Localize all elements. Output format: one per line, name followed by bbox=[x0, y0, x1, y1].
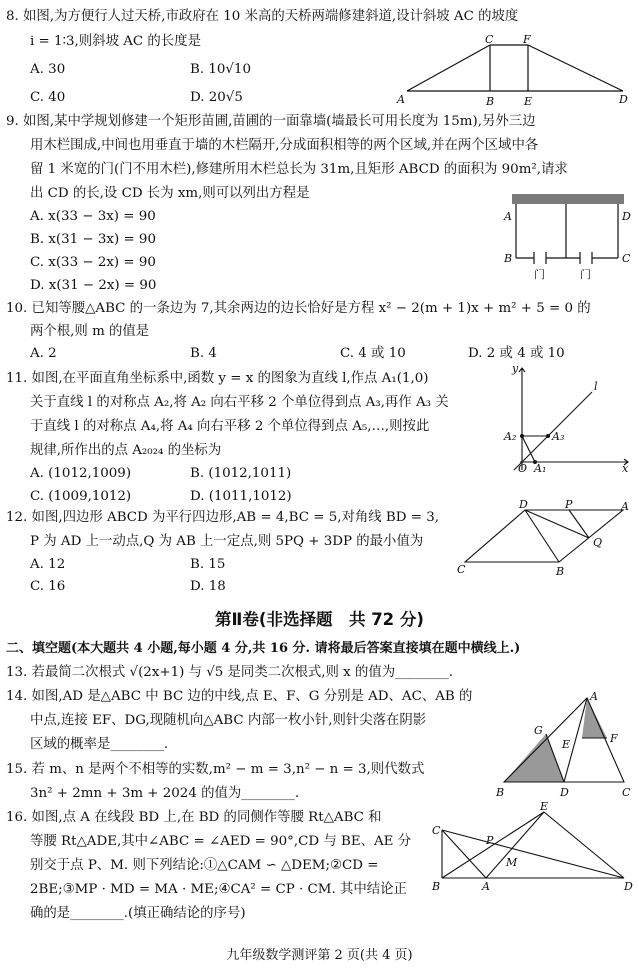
q8-label-f: F bbox=[523, 33, 531, 46]
q16-line4: 2BE;③MP · MD = MA · ME;④CA² = CP · CM. 其中结论正 bbox=[30, 882, 407, 897]
q9-line1: 9. 如图,某中学规划修建一个矩形苗圃,苗圃的一面靠墙(墙最长可用长度为 15m),另外三边 bbox=[6, 114, 536, 129]
q11-label-l: l bbox=[594, 380, 598, 393]
q9-figure-nursery bbox=[500, 192, 635, 280]
q12-option-a: A. 12 bbox=[30, 557, 66, 572]
q9-label-b: B bbox=[504, 252, 513, 265]
q9-wall bbox=[512, 194, 624, 204]
page-footer: 九年级数学测评第 2 页(共 4 页) bbox=[226, 948, 413, 963]
q16-label-b: B bbox=[432, 880, 441, 892]
q11-line4: 规律,所作出的点 A₂₀₂₄ 的坐标为 bbox=[30, 443, 222, 458]
q11-segment-a2a1 bbox=[522, 436, 535, 462]
q12-line2: P 为 AD 上一动点,Q 为 AB 上一定点,则 5PQ + 3DP 的最小值为 bbox=[30, 534, 424, 549]
q12-label-a: A bbox=[621, 500, 629, 513]
q12-option-d: D. 18 bbox=[190, 579, 226, 594]
q11-point-a3 bbox=[546, 434, 550, 438]
q14-label-f: F bbox=[610, 732, 618, 745]
q16-side-ed bbox=[544, 812, 624, 878]
q8-label-d: D bbox=[619, 93, 628, 106]
q11-label-a3: A₃ bbox=[552, 430, 565, 443]
q11-label-x: x bbox=[622, 462, 629, 474]
q12-option-c: C. 16 bbox=[30, 579, 66, 594]
q8-label-b: B bbox=[486, 95, 495, 108]
q10-option-c: C. 4 或 10 bbox=[340, 346, 406, 361]
q11-line2: 关于直线 l 的对称点 A₂,将 A₂ 向右平移 2 个单位得到点 A₃,再作 A₃ 关 bbox=[30, 395, 449, 410]
q10-line2: 两个根,则 m 的值是 bbox=[30, 324, 150, 339]
q8-figure-bridge bbox=[395, 33, 635, 109]
q11-line3: 于直线 l 的对称点 A₄,将 A₄ 向右平移 2 个单位得到点 A₅,…,则按此 bbox=[30, 419, 430, 434]
q9-line3: 留 1 米宽的门(门不用木栏),修建所用木栏总长为 31m,且矩形 ABCD 的面积为 90m²,请求 bbox=[30, 162, 568, 177]
q15-line1: 15. 若 m、n 是两个不相等的实数,m² − m = 3,n² − n = 3,则代数式 bbox=[6, 762, 425, 777]
q9-option-d: D. x(31 − 2x) = 90 bbox=[30, 278, 157, 293]
q16-line1: 16. 如图,点 A 在线段 BD 上,在 BD 的同侧作等腰 Rt△ABC 和 bbox=[6, 810, 382, 825]
q15-line2: 3n² + 2mn + 3m + 2024 的值为________. bbox=[30, 786, 300, 801]
q14-label-d: D bbox=[560, 786, 569, 799]
q12-label-d: D bbox=[519, 498, 528, 511]
q11-label-a2: A₂ bbox=[504, 430, 517, 443]
q14-label-g: G bbox=[534, 724, 543, 737]
q12-figure-parallelogram bbox=[455, 498, 635, 578]
q9-option-b: B. x(31 − 3x) = 90 bbox=[30, 232, 156, 247]
q11-option-d: D. (1011,1012) bbox=[190, 489, 292, 504]
q12-option-b: B. 15 bbox=[190, 557, 226, 572]
q11-option-a: A. (1012,1009) bbox=[30, 466, 132, 481]
q16-label-p: P bbox=[486, 834, 494, 847]
q16-segment-cd bbox=[442, 830, 624, 878]
q16-label-c: C bbox=[432, 824, 441, 837]
q8-option-c: C. 40 bbox=[30, 90, 66, 105]
q16-figure-triangles bbox=[428, 800, 634, 892]
q12-label-b: B bbox=[556, 565, 565, 578]
q8-slope-fd bbox=[528, 45, 623, 91]
q8-label-a: A bbox=[397, 93, 405, 106]
q10-option-b: B. 4 bbox=[190, 346, 217, 361]
q9-option-a: A. x(33 − 3x) = 90 bbox=[30, 209, 156, 224]
q16-label-m: M bbox=[506, 856, 518, 869]
q12-label-p: P bbox=[565, 498, 573, 511]
q11-option-b: B. (1012,1011) bbox=[190, 466, 292, 481]
q9-label-a: A bbox=[504, 210, 512, 223]
section-2-title: 第Ⅱ卷(非选择题 共 72 分) bbox=[215, 610, 424, 629]
q8-option-b: B. 10√10 bbox=[190, 62, 251, 77]
q16-line2: 等腰 Rt△ADE,其中∠ABC = ∠AED = 90°,CD 与 BE、AE 分 bbox=[30, 834, 412, 849]
q9-option-c: C. x(33 − 2x) = 90 bbox=[30, 255, 156, 270]
q11-label-o: O bbox=[518, 462, 528, 474]
q12-line1: 12. 如图,四边形 ABCD 为平行四边形,AB = 4,BC = 5,对角线 BD = 3, bbox=[6, 510, 439, 525]
q8-label-e: E bbox=[524, 95, 533, 108]
q9-label-door-1: 门 bbox=[534, 268, 545, 280]
q12-label-c: C bbox=[457, 563, 466, 576]
q11-line1: 11. 如图,在平面直角坐标系中,函数 y = x 的图象为直线 l,作点 A₁(1,0) bbox=[6, 371, 429, 386]
fill-in-header: 二、填空题(本大题共 4 小题,每小题 4 分,共 16 分. 请将最后答案直接填在题中横线上.) bbox=[6, 641, 521, 656]
q16-label-d: D bbox=[624, 880, 633, 892]
q14-figure-triangle bbox=[494, 690, 634, 802]
q11-label-a1: A₁ bbox=[534, 462, 547, 474]
q8-option-d: D. 20√5 bbox=[190, 90, 243, 105]
q8-line1: 8. 如图,为方便行人过天桥,市政府在 10 米高的天桥两端修建斜道,设计斜坡 AC 的坡度 bbox=[6, 9, 519, 24]
q9-line4: 出 CD 的长,设 CD 长为 xm,则可以列出方程是 bbox=[30, 186, 310, 201]
q8-slope-ac bbox=[407, 45, 490, 91]
q14-line1: 14. 如图,AD 是△ABC 中 BC 边的中线,点 E、F、G 分别是 AD、AC、AB 的 bbox=[6, 689, 473, 704]
q14-line2: 中点,连接 EF、DG,现随机向△ABC 内部一枚小针,则针尖落在阴影 bbox=[30, 713, 427, 728]
q16-label-e: E bbox=[540, 800, 549, 813]
q11-point-a2 bbox=[520, 434, 524, 438]
q16-line5: 确的是________.(填正确结论的序号) bbox=[30, 906, 246, 921]
q8-label-c: C bbox=[485, 33, 494, 46]
q10-line1: 10. 已知等腰△ABC 的一条边为 7,其余两边的边长恰好是方程 x² − 2(m + 1)x + m² + 5 = 0 的 bbox=[6, 301, 591, 316]
q9-label-door-2: 门 bbox=[580, 268, 591, 280]
q14-label-c: C bbox=[622, 786, 631, 799]
q16-line3: 别交于点 P、M. 则下列结论:①△CAM ∽ △DEM;②CD = bbox=[30, 858, 379, 873]
q10-option-d: D. 2 或 4 或 10 bbox=[468, 346, 565, 361]
q12-label-q: Q bbox=[593, 536, 603, 549]
q9-label-d: D bbox=[622, 210, 631, 223]
q16-label-a: A bbox=[482, 880, 490, 892]
q14-label-b: B bbox=[496, 786, 505, 799]
q14-line3: 区域的概率是________. bbox=[30, 737, 169, 752]
q14-label-a: A bbox=[590, 690, 598, 703]
q10-option-a: A. 2 bbox=[30, 346, 57, 361]
q11-label-y: y bbox=[512, 362, 519, 375]
q13-text: 13. 若最简二次根式 √(2x+1) 与 √5 是同类二次根式,则 x 的值为________. bbox=[6, 665, 453, 680]
q11-figure-coordinate bbox=[500, 362, 635, 474]
q14-label-e: E bbox=[562, 738, 571, 751]
q9-label-c: C bbox=[622, 252, 631, 265]
q11-option-c: C. (1009,1012) bbox=[30, 489, 132, 504]
q8-line2: i = 1∶3,则斜坡 AC 的长度是 bbox=[30, 34, 201, 49]
q8-option-a: A. 30 bbox=[30, 62, 66, 77]
q9-line2: 用木栏围成,中间也用垂直于墙的木栏隔开,分成面积相等的两个区域,并在两个区域中各 bbox=[30, 138, 539, 153]
